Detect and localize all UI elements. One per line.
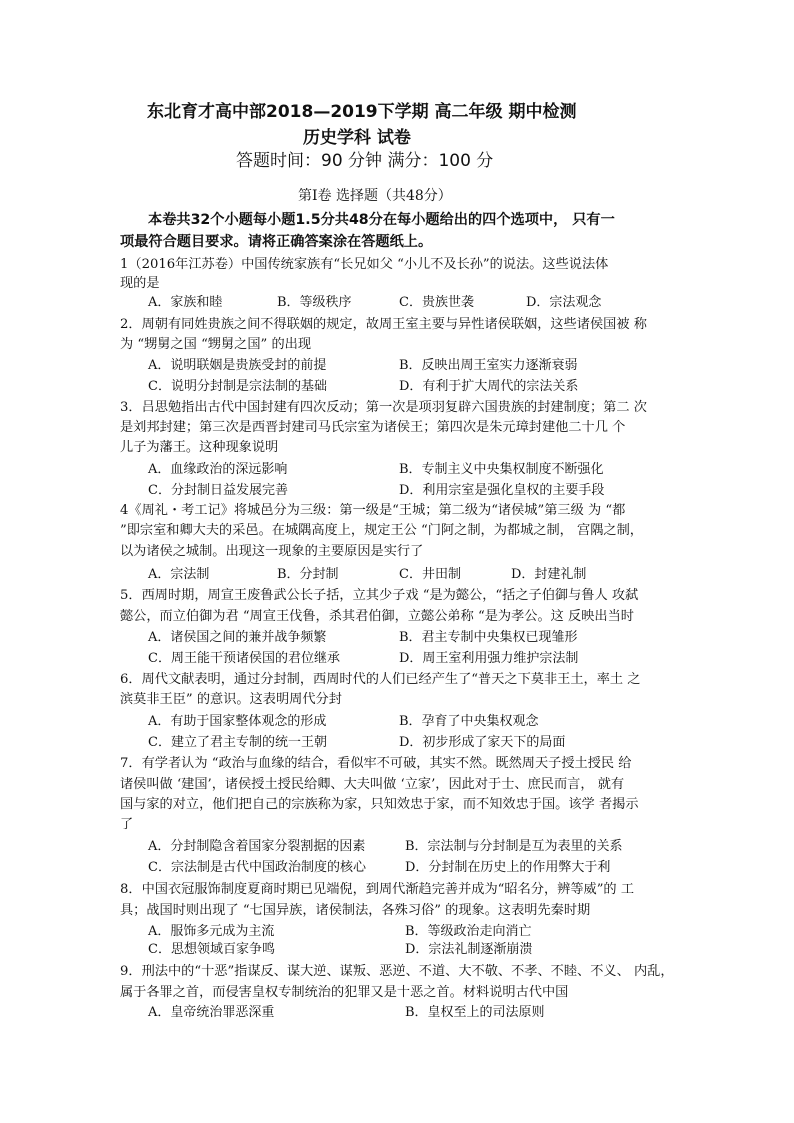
- question-3-option-b[interactable]: B．专制主义中央集权制度不断强化: [399, 462, 604, 477]
- question-4-option-a[interactable]: A．宗法制: [148, 567, 210, 582]
- question-7-text: 国与家的对立，他们把自己的宗族称为家，只知效忠于家，而不知效忠于国。该学 者揭示: [120, 797, 639, 812]
- section-title: 第Ⅰ卷 选择题（共48分）: [298, 188, 452, 204]
- question-7-text: 了: [120, 817, 134, 832]
- question-9-text: 属于各罪之首，而侵害皇权专制统治的犯罪又是十恶之首。材料说明古代中国: [120, 985, 569, 1000]
- question-4-option-c[interactable]: C．井田制: [399, 567, 461, 582]
- question-1-text: 1（2016年江苏卷）中国传统家族有“长兄如父 “小儿不及长孙”的说法。这些说法体: [120, 257, 609, 272]
- question-1-option-c[interactable]: C．贵族世袭: [399, 295, 474, 310]
- exam-title: 东北育才高中部2018—2019下学期 高二年级 期中检测: [147, 102, 577, 122]
- section-instructions: 项最符合题目要求。请将正确答案涂在答题纸上。: [120, 234, 433, 250]
- question-3-text: 是刘邦封建；第三次是西晋封建司马氏宗室为诸侯王；第四次是朱元璋封建他二十几 个: [120, 420, 626, 435]
- question-8-option-b[interactable]: B．等级政治走向消亡: [405, 924, 532, 939]
- question-5-text: 5．西周时期，周宣王废鲁武公长子括，立其少子戏 “是为懿公，“括之子伯御与鲁人 攻弑: [120, 588, 639, 603]
- question-8-option-a[interactable]: A．服饰多元成为主流: [148, 924, 275, 939]
- exam-time-score: 答题时间：90 分钟 满分：100 分: [236, 151, 494, 171]
- question-6-text: 6．周代文献表明，通过分封制，西周时代的人们已经产生了“普天之下莫非王土，率土 之: [120, 672, 641, 687]
- question-4-text: 以为诸侯之城制。出现这一现象的主要原因是实行了: [120, 544, 424, 559]
- question-8-option-c[interactable]: C．思想领域百家争鸣: [148, 942, 275, 957]
- question-2-option-b[interactable]: B．反映出周王室实力逐渐衰弱: [399, 358, 578, 373]
- question-3-option-a[interactable]: A．血缘政治的深远影响: [148, 462, 288, 477]
- question-1-option-a[interactable]: A．家族和睦: [148, 295, 223, 310]
- question-2-text: 2．周朝有同姓贵族之间不得联姻的规定，故周王室主要与异性诸侯联姻，这些诸侯国被 称: [120, 317, 647, 332]
- question-4-text: 4《周礼・考工记》将城邑分为三级：第一级是“王城；第二级为“诸侯城”第三级 为 “都: [120, 503, 626, 518]
- question-6-text: 滨莫非王臣” 的意识。这表明周代分封: [120, 692, 342, 707]
- question-5-text: 懿公，而立伯御为君 “周宣王伐鲁，杀其君伯御，立懿公弟称 “是为孝公。这 反映出当时: [120, 609, 634, 624]
- question-4-text: ”即宗室和卿大夫的采邑。在城隅高度上，规定王公 “门阿之制，为都城之制， 宫隅之制，: [120, 523, 643, 538]
- question-7-option-c[interactable]: C．宗法制是古代中国政治制度的核心: [148, 860, 366, 875]
- question-9-option-a[interactable]: A．皇帝统治罪恶深重: [148, 1005, 275, 1020]
- question-4-option-d[interactable]: D．封建礼制: [511, 567, 587, 582]
- question-1-option-b[interactable]: B．等级秩序: [277, 295, 352, 310]
- question-6-option-b[interactable]: B．孕育了中央集权观念: [399, 714, 539, 729]
- question-2-text: 为 “甥舅之国 “甥舅之国” 的出现: [120, 337, 312, 352]
- question-7-text: 诸侯叫做 ‘建国’，诸侯授土授民给卿、大夫叫做 ‘立家’，因此对于士、庶民而言， 就有: [120, 777, 625, 792]
- exam-subject: 历史学科 试卷: [303, 128, 411, 148]
- question-3-option-d[interactable]: D．利用宗室是强化皇权的主要手段: [399, 483, 605, 498]
- question-1-option-d[interactable]: D．宗法观念: [526, 295, 602, 310]
- section-instructions: 本卷共32个小题每小题1.5分共48分在每小题给出的四个选项中， 只有一: [148, 212, 615, 228]
- question-9-option-b[interactable]: B．皇权至上的司法原则: [405, 1005, 545, 1020]
- question-2-option-d[interactable]: D．有利于扩大周代的宗法关系: [399, 379, 579, 394]
- question-7-text: 7．有学者认为 “政治与血缘的结合，看似牢不可破，其实不然。既然周天子授土授民 给: [120, 756, 632, 771]
- question-9-text: 9．刑法中的“十恶”指谋反、谋大逆、谋叛、恶逆、不道、大不敬、不孝、不睦、不义、 内乱，: [120, 964, 674, 979]
- question-7-option-a[interactable]: A．分封制隐含着国家分裂割据的因素: [148, 839, 366, 854]
- question-8-option-d[interactable]: D．宗法礼制逐渐崩溃: [405, 942, 533, 957]
- question-3-text: 3．吕思勉指出古代中国封建有四次反动；第一次是项羽复辟六国贵族的封建制度；第二 次: [120, 400, 647, 415]
- question-7-option-d[interactable]: D．分封制在历史上的作用弊大于利: [405, 860, 611, 875]
- question-8-text: 8．中国衣冠服饰制度夏商时期已见端倪，到周代渐趋完善并成为“昭名分，辨等威”的 工: [120, 882, 634, 897]
- question-5-option-c[interactable]: C．周王能干预诸侯国的君位继承: [148, 651, 340, 666]
- question-3-option-c[interactable]: C．分封制日益发展完善: [148, 483, 288, 498]
- question-2-option-c[interactable]: C．说明分封制是宗法制的基础: [148, 379, 327, 394]
- question-2-option-a[interactable]: A．说明联姻是贵族受封的前提: [148, 358, 327, 373]
- question-3-text: 儿子为藩王。这种现象说明: [120, 440, 279, 455]
- question-5-option-d[interactable]: D．周王室利用强力维护宗法制: [399, 651, 579, 666]
- question-1-text: 现的是: [120, 276, 160, 291]
- question-5-option-b[interactable]: B．君主专制中央集权已现雏形: [399, 630, 578, 645]
- question-5-option-a[interactable]: A．诸侯国之间的兼并战争频繁: [148, 630, 327, 645]
- question-6-option-d[interactable]: D．初步形成了家天下的局面: [399, 735, 566, 750]
- question-6-option-c[interactable]: C．建立了君主专制的统一王朝: [148, 735, 327, 750]
- question-7-option-b[interactable]: B．宗法制与分封制是互为表里的关系: [405, 839, 623, 854]
- question-6-option-a[interactable]: A．有助于国家整体观念的形成: [148, 714, 327, 729]
- question-4-option-b[interactable]: B．分封制: [277, 567, 339, 582]
- question-8-text: 具；战国时则出现了 “七国异族，诸侯制法，各殊习俗” 的现象。这表明先秦时期: [120, 903, 591, 918]
